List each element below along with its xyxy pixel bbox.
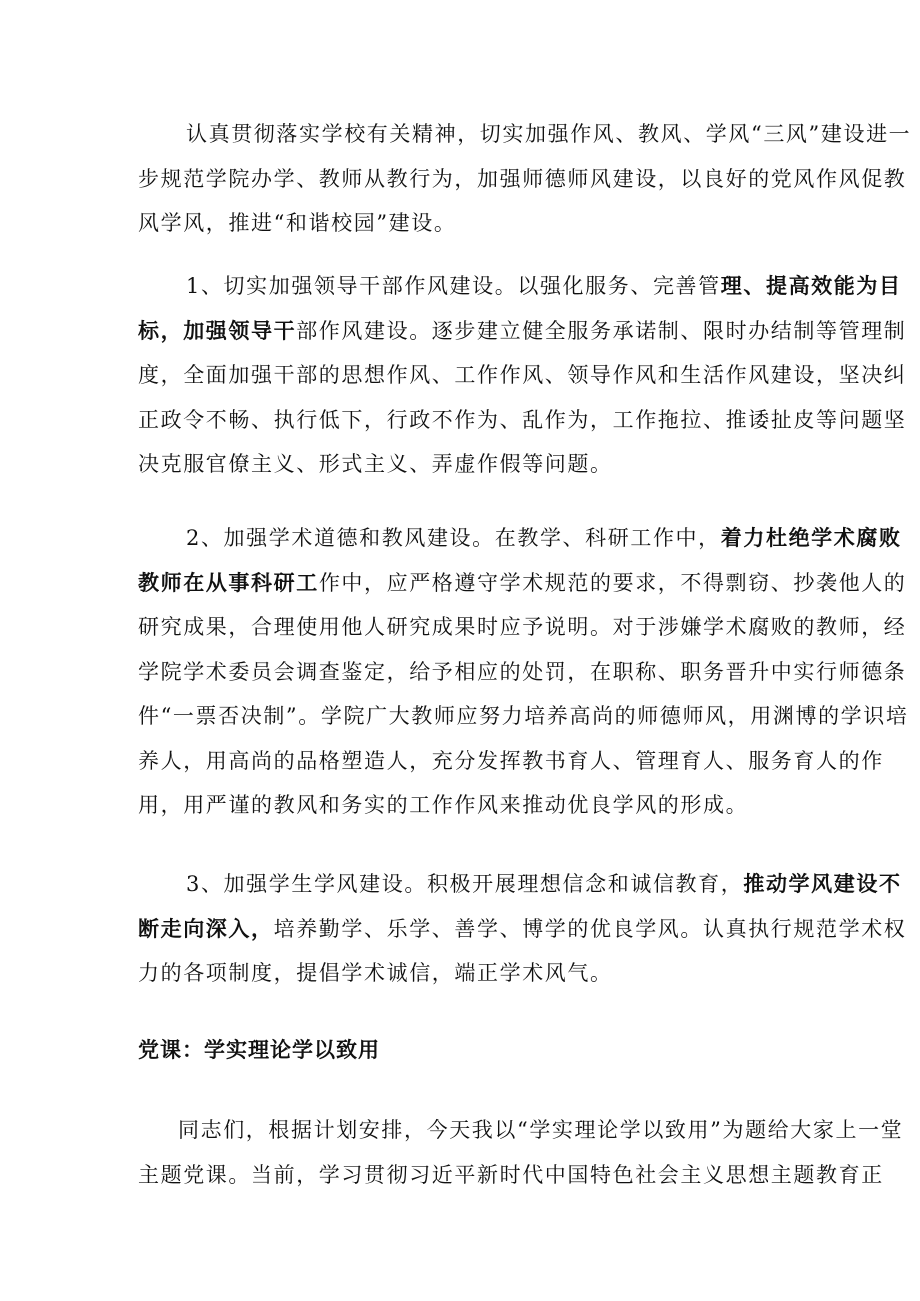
section-heading: 党课：学实理论学以致用 [138,1038,380,1062]
bold-text: 着力杜绝学术腐败教师在从事科研工 [138,525,902,595]
paragraph-text: 2、加强学术道德和教风建设。在教学、科研工作中， [186,526,721,550]
paragraph-text: 同志们，根据计划安排，今天我以“学实理论学以致用”为题给大家上一堂主题党课。当前，学习贯彻习近平新时代中国特色社会主义思想主题教育正 [138,1118,904,1187]
paragraph-text: 培养勤学、乐学、善学、博学的优良学风。认真执行规范学术权力的各项制度，提倡学术诚信，端正学术风气。 [138,916,907,985]
paragraph-text: 部作风建设。逐步建立健全服务承诺制、限时办结制等管理制度，全面加强干部的思想作风、工作作风、领导作风和生活作风建设，坚决纠正政令不畅、执行低下，行政不作为、乱作为，工作拖拉、推诿扯皮等问题坚决克服官僚主义、形式主义、弄虚作假等问题。 [138,318,907,476]
paragraph-party-lecture [138,1108,920,1197]
paragraph-text: 作中，应严格遵守学术规范的要求，不得剽窃、抄袭他人的研究成果，合理使用他人研究成果时应予说明。对于涉嫌学术腐败的教师，经学院学术委员会调查鉴定，给予相应的处罚，在职称、职务晋升中实行师德条件“一票否决制”。学院广大教师应努力培养高尚的师德师风，用渊博的学识培养人，用高尚的品格塑造人，充分发挥教书育人、管理育人、服务育人的作用，用严谨的教风和务实的工作作风来推动优良学风的形成。 [138,570,909,817]
bold-text: 推动学风建设不断走向深入， [138,871,902,941]
paragraph-text: 3、加强学生学风建设。积极开展理想信念和诚信教育， [186,872,744,896]
paragraph-leadership-style [138,264,920,487]
paragraph-text: 1、切实加强领导干部作风建设。以强化服务、完善管 [186,274,721,298]
paragraph-academic-ethics [138,516,920,828]
bold-text: 理、提高效能为目标，加强领导干 [138,273,902,343]
paragraph-text: 认真贯彻落实学校有关精神，切实加强作风、教风、学风“三风”建设进一步规范学院办学、教师从教行为，加强师德师风建设，以良好的党风作风促教风学风，推进“和谐校园”建设。 [138,122,912,235]
paragraph-intro [138,112,920,246]
paragraph-student-study-style [138,862,920,996]
